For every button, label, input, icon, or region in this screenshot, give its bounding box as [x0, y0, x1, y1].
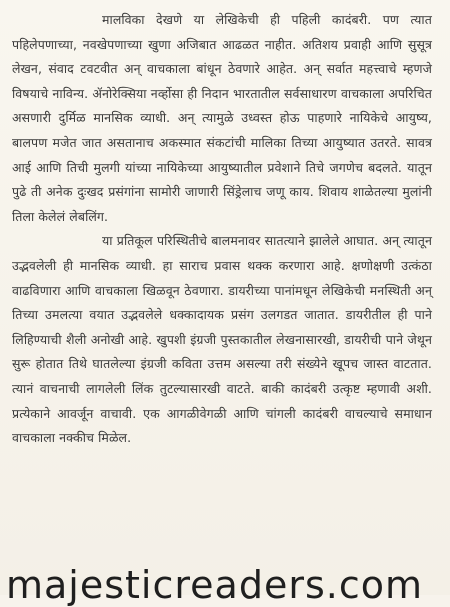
site-watermark: majesticreaders.com [6, 563, 423, 607]
paragraph-1: मालविका देखणे या लेखिकेची ही पहिली कादंबरी. पण त्यात पहिलेपणाच्या, नवखेपणाच्या खुणा अजिबात आढळत नाहीत. अतिशय प्रवाही आणि सुसूत्र लेखन, संवाद टवटवीत अन् वाचकाला बांधून ठेवणारे आहेत. अन् सर्वात महत्त्वाचे म्हणजे विषयाचे नाविन्य. ॲनोरेक्सिया नर्व्होसा ही निदान भारतातील सर्वसाधारण वाचकाला अपरिचित असणारी दुर्मिळ मानसिक व्याधी. अन् त्यामुळे उध्वस्त होऊ पाहणारे नायिकेचे आयुष्य, बालपण मजेत जात असतानाच अकस्मात संकटांची मालिका तिच्या आयुष्यात उतरते. सावत्र आई आणि तिची मुलगी यांच्या नायिकेच्या आयुष्यातील प्रवेशाने तिचे जगणेच बदलते. यातून पुढे ती अनेक दुःखद प्रसंगांना सामोरी जाणारी सिंड्रेलाच जणू काय. शिवाय शाळेतल्या मुलांनी तिला केलेलं लेबलिंग. [12, 12, 432, 224]
paragraph-2: या प्रतिकूल परिस्थितीचे बालमनावर सातत्याने झालेले आघात. अन् त्यातून उद्भवलेली ही मानसिक व्याधी. हा साराच प्रवास थक्क करणारा आहे. क्षणोक्षणी उत्कंठा वाढविणारा आणि वाचकाला खिळवून ठेवणारा. डायरीच्या पानांमधून लेखिकेची मनस्थिती अन् तिच्या उमलत्या वयात उद्भवलेले धक्कादायक प्रसंग उलगडत जातात. डायरीतील ही पाने लिहिण्याची शैली अनोखी आहे. खुपशी इंग्रजी पुस्तकातील लेखनासारखी, डायरीची पाने जेथून सुरू होतात तिथे घातलेल्या इंग्रजी कविता उत्तम असल्या तरी संख्येने खूपच जास्त वाटतात. त्यानं वाचनाची लागलेली लिंक तुटल्यासारखी वाटते. बाकी कादंबरी उत्कृष्ट म्हणावी अशी. प्रत्येकाने आवर्जून वाचावी. एक आगळीवेगळी आणि चांगली कादंबरी वाचल्याचे समाधान वाचकाला नक्कीच मिळेल. [12, 233, 432, 446]
review-text [12, 8, 432, 451]
